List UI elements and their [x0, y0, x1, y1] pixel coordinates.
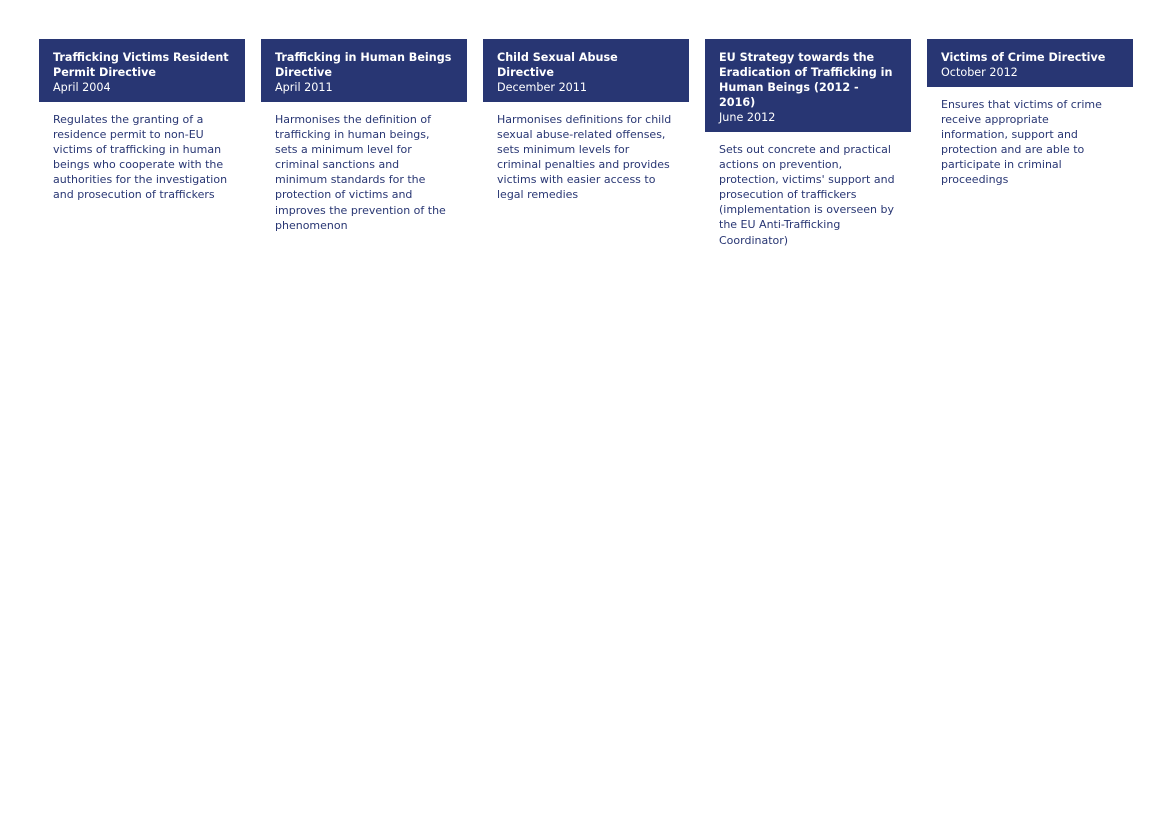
directive-description: Harmonises the definition of trafficking in human beings, sets a minimum level for criminal sanctions and minimum standards for the protection of victims and improves the prevention of the phenomenon [275, 113, 446, 232]
directive-date: April 2011 [275, 81, 333, 94]
directive-title: Trafficking Victims Resident Permit Directive [53, 51, 229, 79]
directive-card-eu-strategy [705, 39, 911, 248]
directive-title: Victims of Crime Directive [941, 51, 1106, 64]
directive-description: Harmonises definitions for child sexual abuse-related offenses, sets minimum levels for criminal penalties and provides victims with easier access to legal remedies [497, 113, 672, 202]
directive-card-header [705, 39, 911, 132]
directive-card-header [927, 39, 1133, 87]
directive-card-residence-permit [39, 39, 245, 248]
directive-title: Trafficking in Human Beings Directive [275, 51, 452, 79]
directive-title: Child Sexual Abuse Directive [497, 51, 618, 79]
directive-card-header [483, 39, 689, 102]
directive-date: June 2012 [719, 111, 776, 124]
directive-card-victims-of-crime [927, 39, 1133, 248]
directive-card-header [39, 39, 245, 102]
directive-date: October 2012 [941, 66, 1018, 79]
directive-card-trafficking-human-beings [261, 39, 467, 248]
directive-date: December 2011 [497, 81, 588, 94]
directive-date: April 2004 [53, 81, 111, 94]
directive-description: Sets out concrete and practical actions on prevention, protection, victims' support and prosecution of traffickers (implementation is overseen by the EU Anti-Trafficking Coordinator) [719, 143, 895, 247]
directive-description: Regulates the granting of a residence permit to non-EU victims of trafficking in human beings who cooperate with the authorities for the investigation and prosecution of traffickers [53, 113, 228, 202]
directive-title: EU Strategy towards the Eradication of Trafficking in Human Beings (2012 - 2016) [719, 51, 893, 109]
directive-description: Ensures that victims of crime receive appropriate information, support and protection and are able to participate in criminal proceedings [941, 98, 1102, 187]
directive-card-header [261, 39, 467, 102]
directive-card-child-sexual-abuse [483, 39, 689, 248]
directive-timeline [39, 39, 1133, 248]
